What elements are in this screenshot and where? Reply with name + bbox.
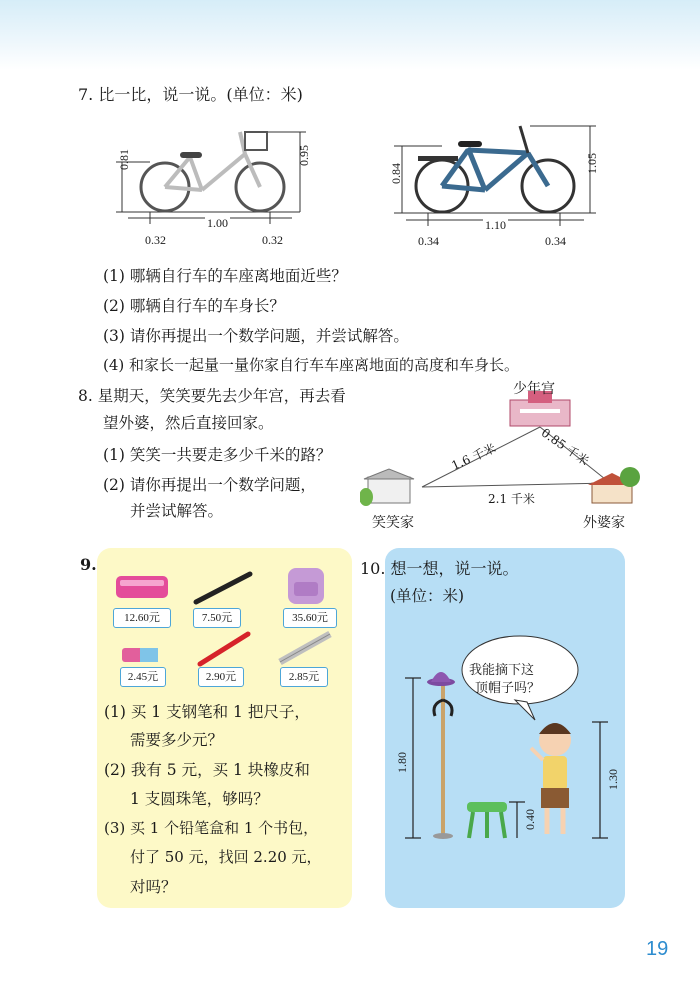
q9-number: 9.: [80, 555, 97, 574]
price-fountain-pen: 7.50元: [193, 608, 241, 628]
q7-item-2: (2) 哪辆自行车的车身长？: [103, 297, 285, 315]
bike1-h-right: 0.95: [297, 145, 311, 166]
price-pencil-box: 12.60元: [113, 608, 171, 628]
q9-line-3: (2) 我有 5 元，买 1 块橡皮和: [104, 761, 310, 779]
q7-item-3: (3) 请你再提出一个数学问题，并尝试解答。: [103, 327, 409, 345]
q9-line-4: 1 支圆珠笔，够吗？: [130, 790, 269, 808]
label-home: 笑笑家: [372, 515, 414, 531]
bike2-h-left: 0.84: [389, 163, 403, 184]
bike1-w-left: 0.32: [145, 233, 166, 247]
page-number: 19: [646, 938, 669, 960]
height-rack: 1.80: [395, 752, 409, 773]
label-grandma-home: 外婆家: [583, 515, 625, 531]
q9-line-7: 对吗？: [130, 878, 177, 896]
price-ballpoint-pen: 2.90元: [198, 667, 244, 687]
q7-item-1: (1) 哪辆自行车的车座离地面近些？: [103, 267, 347, 285]
bike2-w-right: 0.34: [545, 234, 566, 248]
grandma-house-icon: [588, 467, 640, 503]
hat-icon: [427, 672, 455, 686]
dist-home-grandma: 2.1 千米: [488, 492, 535, 506]
height-stool: 0.40: [523, 809, 537, 830]
q8-line-2: 望外婆，然后直接回家。: [103, 414, 274, 432]
bike1-w-right: 0.32: [262, 233, 283, 247]
price-schoolbag: 35.60元: [283, 608, 337, 628]
bike2-h-right: 1.05: [585, 153, 599, 174]
q10-unit: (单位：米): [390, 587, 465, 605]
bike2-w-left: 0.34: [418, 234, 439, 248]
q10-title: 10. 想一想，说一说。: [360, 559, 519, 578]
q9-line-1: (1) 买 1 支钢笔和 1 把尺子，: [104, 703, 310, 721]
q8-item-2b: 并尝试解答。: [130, 502, 224, 520]
height-boy: 1.30: [606, 769, 620, 790]
q9-line-5: (3) 买 1 个铅笔盒和 1 个书包，: [104, 819, 319, 837]
q8-item-1: (1) 笑笑一共要走多少千米的路？: [103, 446, 332, 464]
header-band: [0, 0, 700, 70]
coat-rack-icon: [433, 682, 453, 839]
schoolbag-icon: [288, 568, 324, 604]
q8-item-2a: (2) 请你再提出一个数学问题，: [103, 476, 316, 494]
price-ruler: 2.85元: [280, 667, 328, 687]
bike1-length: 1.00: [207, 216, 228, 230]
stool-icon: [467, 802, 507, 838]
label-youth-palace: 少年宫: [513, 381, 555, 397]
speech-bubble-line-1: 我能摘下这: [469, 663, 535, 678]
price-eraser: 2.45元: [120, 667, 166, 687]
q8-line-1: 8. 星期天，笑笑要先去少年宫，再去看: [78, 387, 346, 405]
bike-1-illustration: [110, 112, 320, 252]
q7-title: 7. 比一比，说一说。(单位：米): [78, 85, 303, 104]
bike2-length: 1.10: [485, 218, 506, 232]
dist-palace-grandma: 0.85 千米: [538, 425, 592, 469]
q9-line-2: 需要多少元？: [130, 731, 224, 749]
q9-line-6: 付了 50 元，找回 2.20 元，: [130, 848, 322, 866]
ruler-icon: [280, 634, 330, 662]
speech-bubble-line-2: 顶帽子吗？: [475, 681, 541, 696]
route-map: [360, 375, 650, 535]
bike1-h-left: 0.81: [117, 149, 131, 170]
eraser-icon: [122, 648, 158, 662]
pencil-box-icon: [116, 576, 168, 598]
ballpoint-pen-icon: [200, 634, 248, 664]
q7-item-4: (4) 和家长一起量一量你家自行车车座离地面的高度和车身长。: [103, 356, 520, 374]
dist-home-palace: 1.6 千米: [449, 441, 498, 473]
fountain-pen-icon: [196, 574, 250, 602]
home-icon: [360, 469, 414, 506]
